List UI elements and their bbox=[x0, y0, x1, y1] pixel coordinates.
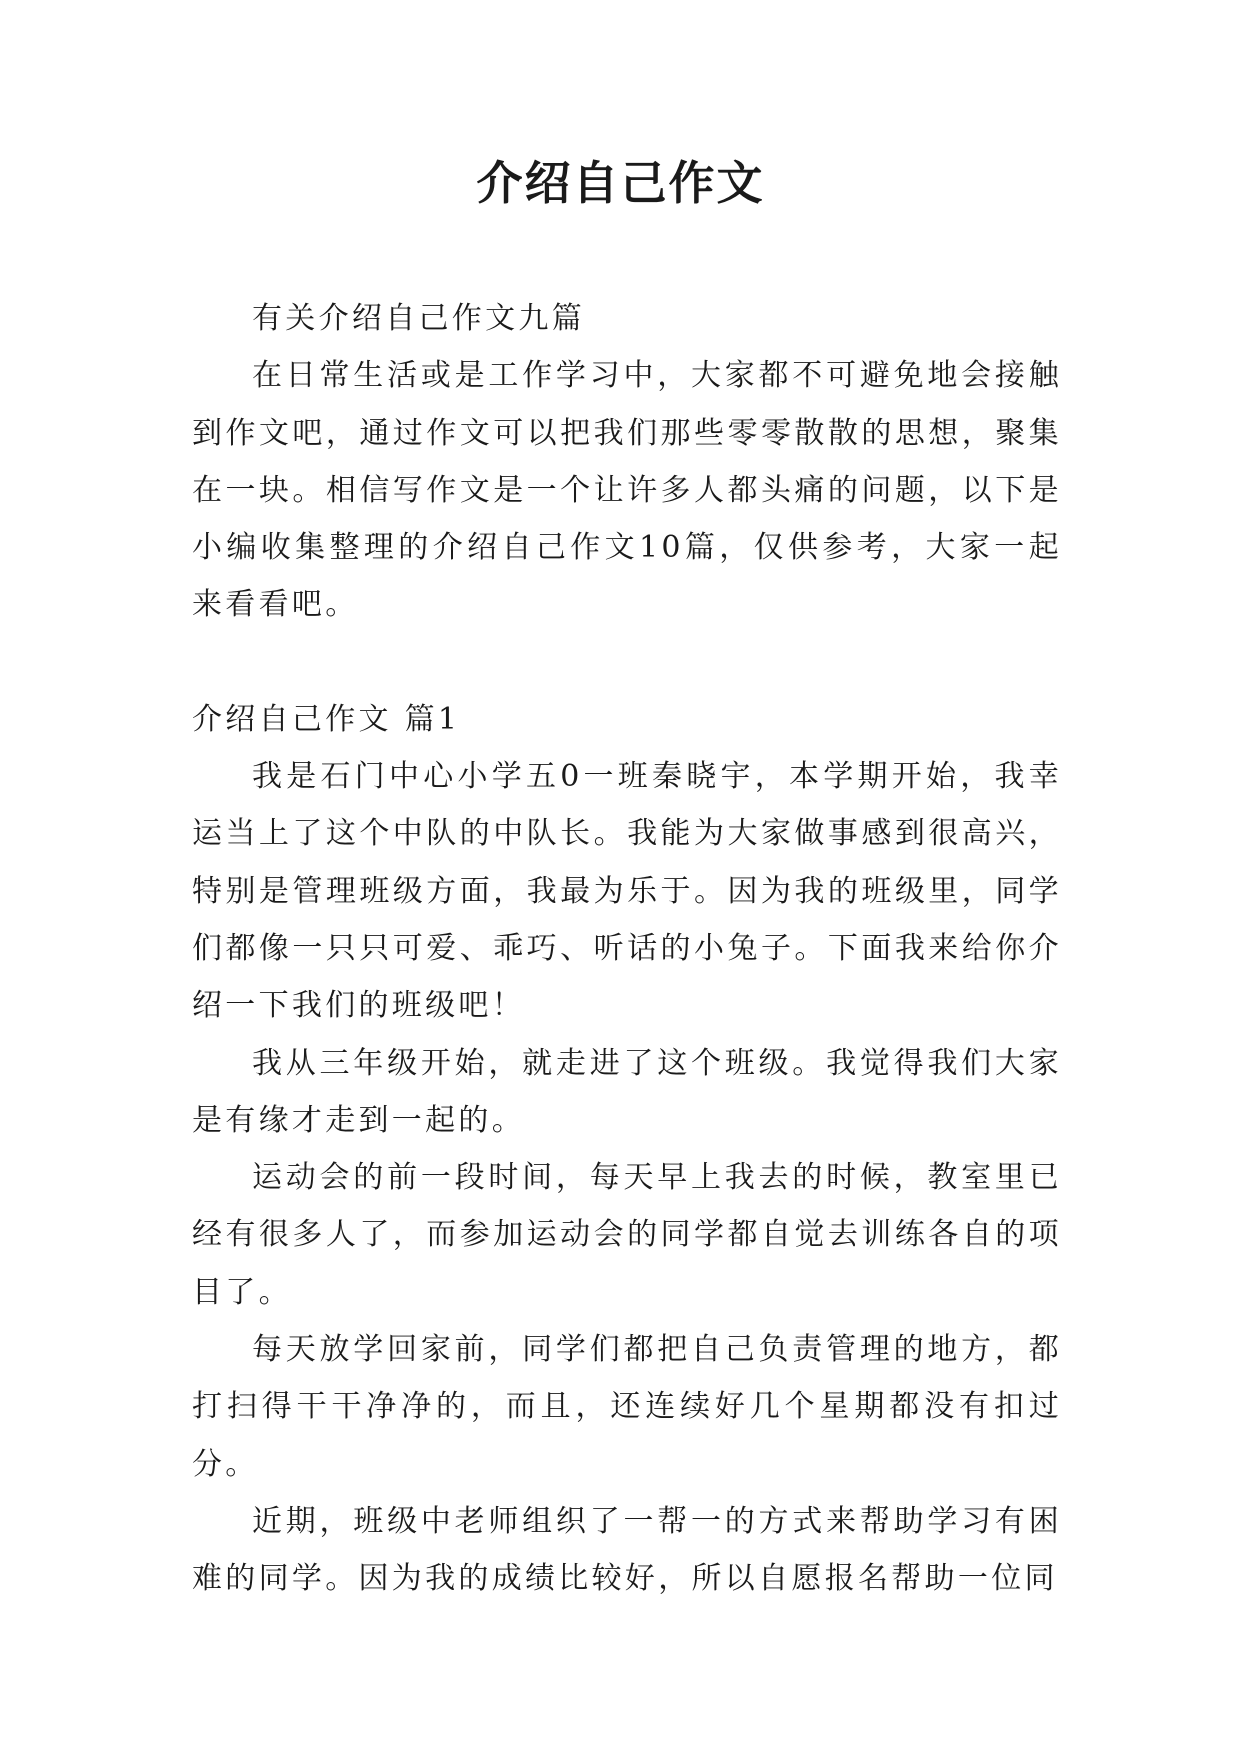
body-paragraph: 近期，班级中老师组织了一帮一的方式来帮助学习有困难的同学。因为我的成绩比较好，所以自愿报名帮助一位同 bbox=[192, 1503, 1062, 1597]
body-paragraph: 运动会的前一段时间，每天早上我去的时候，教室里已经有很多人了，而参加运动会的同学都自觉去训练各自的项目了。 bbox=[192, 1160, 1062, 1310]
body-paragraph: 每天放学回家前，同学们都把自己负责管理的地方，都打扫得干干净净的，而且，还连续好几个星期都没有扣过分。 bbox=[192, 1332, 1062, 1482]
intro-paragraph: 在日常生活或是工作学习中，大家都不可避免地会接触到作文吧，通过作文可以把我们那些零零散散的思想，聚集在一块。相信写作文是一个让许多人都头痛的问题，以下是小编收集整理的介绍自己作文10篇，仅供参考，大家一起来看看吧。 bbox=[192, 358, 1062, 623]
body-paragraph: 我从三年级开始，就走进了这个班级。我觉得我们大家是有缘才走到一起的。 bbox=[192, 1045, 1062, 1138]
section-heading: 介绍自己作文 篇1 bbox=[192, 701, 461, 737]
document-title: 介绍自己作文 bbox=[476, 156, 765, 210]
document-subtitle: 有关介绍自己作文九篇 bbox=[252, 301, 585, 336]
document-body bbox=[192, 290, 1062, 1608]
body-paragraph: 我是石门中心小学五0一班秦晓宇，本学期开始，我幸运当上了这个中队的中队长。我能为大家做事感到很高兴，特别是管理班级方面，我最为乐于。因为我的班级里，同学们都像一只只可爱、乖巧、听话的小兔子。下面我来给你介绍一下我们的班级吧！ bbox=[192, 759, 1062, 1024]
